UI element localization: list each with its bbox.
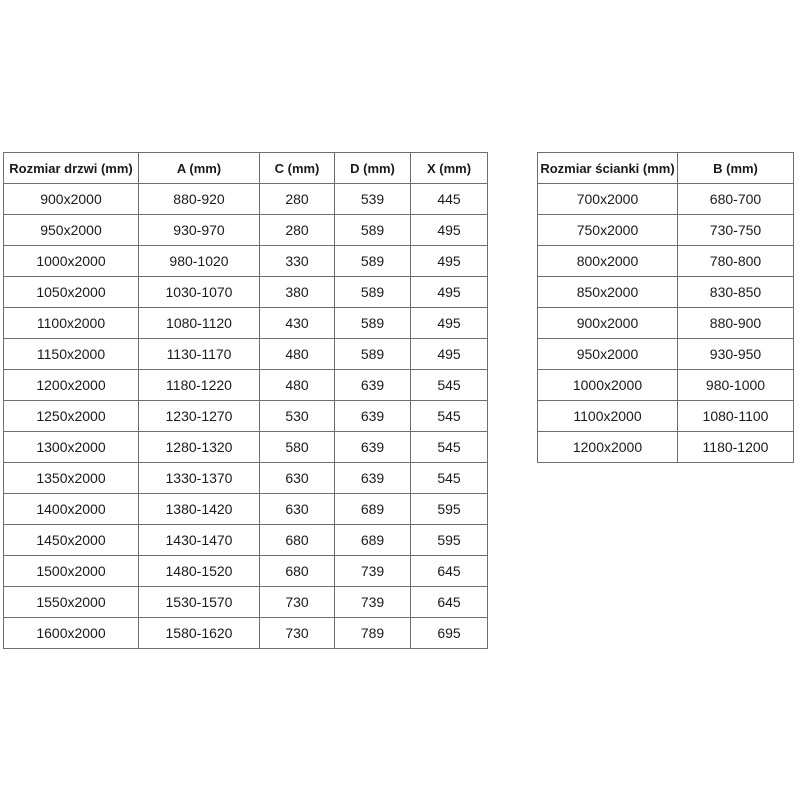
table-cell: 930-970 xyxy=(139,215,260,246)
table-cell: 950x2000 xyxy=(538,339,678,370)
table-cell: 1100x2000 xyxy=(4,308,139,339)
table-cell: 1050x2000 xyxy=(4,277,139,308)
table-cell: 1450x2000 xyxy=(4,525,139,556)
table-cell: 1330-1370 xyxy=(139,463,260,494)
table-row xyxy=(538,184,794,215)
table-row xyxy=(538,401,794,432)
table-row xyxy=(4,215,488,246)
table-cell: 430 xyxy=(260,308,335,339)
table-row xyxy=(538,339,794,370)
table-cell: 630 xyxy=(260,494,335,525)
table-row xyxy=(538,432,794,463)
table-cell: 1500x2000 xyxy=(4,556,139,587)
table-cell: 1250x2000 xyxy=(4,401,139,432)
table-cell: 689 xyxy=(335,494,411,525)
table-cell: 1200x2000 xyxy=(538,432,678,463)
table-cell: 495 xyxy=(411,215,488,246)
table-row xyxy=(4,556,488,587)
table-cell: 545 xyxy=(411,463,488,494)
table-cell: 1150x2000 xyxy=(4,339,139,370)
table-row xyxy=(4,618,488,649)
table-cell: 495 xyxy=(411,308,488,339)
table-row xyxy=(4,339,488,370)
table-cell: 680-700 xyxy=(678,184,794,215)
table-row xyxy=(4,525,488,556)
column-header: Rozmiar drzwi (mm) xyxy=(4,153,139,184)
table-cell: 930-950 xyxy=(678,339,794,370)
table-cell: 1550x2000 xyxy=(4,587,139,618)
table-cell: 639 xyxy=(335,401,411,432)
table-cell: 680 xyxy=(260,525,335,556)
table-cell: 639 xyxy=(335,463,411,494)
table-row xyxy=(4,401,488,432)
table-row xyxy=(4,308,488,339)
table-cell: 850x2000 xyxy=(538,277,678,308)
column-header: X (mm) xyxy=(411,153,488,184)
table-cell: 480 xyxy=(260,370,335,401)
table-cell: 589 xyxy=(335,308,411,339)
table-cell: 1030-1070 xyxy=(139,277,260,308)
table-cell: 1000x2000 xyxy=(4,246,139,277)
table-cell: 595 xyxy=(411,494,488,525)
table-cell: 330 xyxy=(260,246,335,277)
table-cell: 900x2000 xyxy=(4,184,139,215)
table-cell: 739 xyxy=(335,556,411,587)
table-cell: 800x2000 xyxy=(538,246,678,277)
table-row xyxy=(4,370,488,401)
column-header: B (mm) xyxy=(678,153,794,184)
table-cell: 545 xyxy=(411,432,488,463)
table-row xyxy=(4,463,488,494)
table-cell: 1100x2000 xyxy=(538,401,678,432)
table-cell: 880-920 xyxy=(139,184,260,215)
table-cell: 1130-1170 xyxy=(139,339,260,370)
table-cell: 1230-1270 xyxy=(139,401,260,432)
table-cell: 1430-1470 xyxy=(139,525,260,556)
table-cell: 495 xyxy=(411,246,488,277)
table-cell: 950x2000 xyxy=(4,215,139,246)
table-cell: 280 xyxy=(260,215,335,246)
table-row xyxy=(4,432,488,463)
table-row xyxy=(4,246,488,277)
table-cell: 280 xyxy=(260,184,335,215)
table-cell: 589 xyxy=(335,246,411,277)
table-cell: 589 xyxy=(335,339,411,370)
column-header: C (mm) xyxy=(260,153,335,184)
table-cell: 1350x2000 xyxy=(4,463,139,494)
table-cell: 495 xyxy=(411,277,488,308)
table-cell: 1280-1320 xyxy=(139,432,260,463)
table-cell: 639 xyxy=(335,370,411,401)
table-cell: 1200x2000 xyxy=(4,370,139,401)
column-header: D (mm) xyxy=(335,153,411,184)
table-cell: 645 xyxy=(411,587,488,618)
table-cell: 900x2000 xyxy=(538,308,678,339)
table-row xyxy=(538,277,794,308)
table-cell: 1600x2000 xyxy=(4,618,139,649)
wall-panel-sizes-table xyxy=(537,152,794,463)
table-cell: 530 xyxy=(260,401,335,432)
table-cell: 380 xyxy=(260,277,335,308)
table-cell: 589 xyxy=(335,215,411,246)
table-cell: 595 xyxy=(411,525,488,556)
table-cell: 1480-1520 xyxy=(139,556,260,587)
header-row xyxy=(538,153,794,184)
table-cell: 639 xyxy=(335,432,411,463)
table-cell: 730-750 xyxy=(678,215,794,246)
table-row xyxy=(538,308,794,339)
table-row xyxy=(538,215,794,246)
table-cell: 980-1000 xyxy=(678,370,794,401)
table-cell: 1080-1100 xyxy=(678,401,794,432)
table-cell: 445 xyxy=(411,184,488,215)
table-row xyxy=(538,370,794,401)
table-cell: 1300x2000 xyxy=(4,432,139,463)
table-cell: 630 xyxy=(260,463,335,494)
table-cell: 480 xyxy=(260,339,335,370)
header-row xyxy=(4,153,488,184)
table-cell: 680 xyxy=(260,556,335,587)
table-cell: 695 xyxy=(411,618,488,649)
table-cell: 1530-1570 xyxy=(139,587,260,618)
table-row xyxy=(4,184,488,215)
table-row xyxy=(4,587,488,618)
table-cell: 789 xyxy=(335,618,411,649)
table-cell: 880-900 xyxy=(678,308,794,339)
table-cell: 730 xyxy=(260,587,335,618)
column-header: Rozmiar ścianki (mm) xyxy=(538,153,678,184)
table-cell: 1080-1120 xyxy=(139,308,260,339)
table-cell: 750x2000 xyxy=(538,215,678,246)
table-cell: 589 xyxy=(335,277,411,308)
table-cell: 1400x2000 xyxy=(4,494,139,525)
door-sizes-table xyxy=(3,152,488,649)
table-cell: 1180-1200 xyxy=(678,432,794,463)
table-row xyxy=(538,246,794,277)
table-cell: 539 xyxy=(335,184,411,215)
table-cell: 580 xyxy=(260,432,335,463)
table-cell: 700x2000 xyxy=(538,184,678,215)
table-cell: 1380-1420 xyxy=(139,494,260,525)
table-cell: 1580-1620 xyxy=(139,618,260,649)
table-cell: 739 xyxy=(335,587,411,618)
table-cell: 780-800 xyxy=(678,246,794,277)
table-cell: 830-850 xyxy=(678,277,794,308)
table-cell: 1180-1220 xyxy=(139,370,260,401)
table-row xyxy=(4,277,488,308)
table-cell: 545 xyxy=(411,370,488,401)
table-cell: 1000x2000 xyxy=(538,370,678,401)
table-cell: 645 xyxy=(411,556,488,587)
table-cell: 689 xyxy=(335,525,411,556)
column-header: A (mm) xyxy=(139,153,260,184)
table-row xyxy=(4,494,488,525)
table-cell: 730 xyxy=(260,618,335,649)
table-cell: 980-1020 xyxy=(139,246,260,277)
table-cell: 545 xyxy=(411,401,488,432)
table-cell: 495 xyxy=(411,339,488,370)
